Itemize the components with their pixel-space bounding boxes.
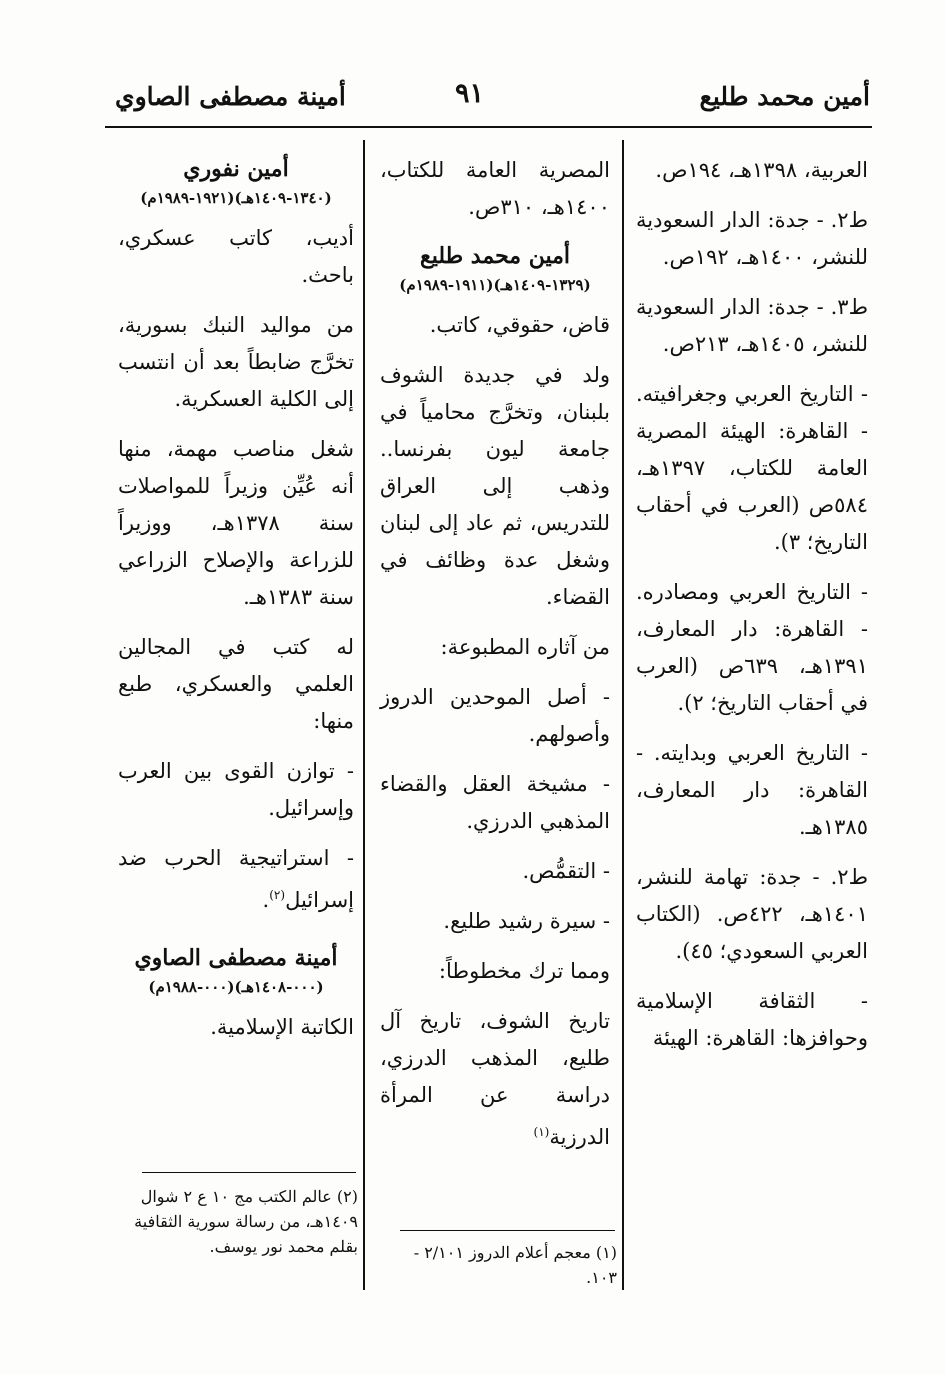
header-rule: [105, 126, 872, 128]
footnote-left: [122, 1184, 358, 1259]
entry-paragraph-text: تاريخ الشوف، تاريخ آل طليع، المذهب الدرزي، دراسة عن المرأة الدرزية: [380, 1009, 610, 1149]
entry-paragraph: من آثاره المطبوعة:: [440, 635, 610, 659]
column-divider-left: [363, 140, 365, 1290]
entry-paragraph: - التاريخ العربي وجغرافيته. - القاهرة: الهيئة المصرية العامة للكتاب، ١٣٩٧هـ، ٥٨٤ص (العرب في أحقاب التاريخ؛ ٣).: [636, 382, 868, 554]
entry-heading: أمينة مصطفى الصاوي: [134, 945, 338, 971]
footnote-marker: (٢): [269, 888, 286, 902]
entry-heading: أمين نفوري: [183, 156, 289, 182]
entry-paragraph: - الثقافة الإسلامية وحوافزها: القاهرة: الهيئة: [636, 989, 868, 1050]
footnote-rule: [142, 1172, 356, 1173]
running-header: [105, 78, 870, 122]
entry-paragraph-text: - استراتيجية الحرب ضد إسرائيل: [118, 846, 354, 912]
entry-dates: (١٣٤٠-١٤٠٩هـ)(١٩٢١-١٩٨٩م): [140, 189, 332, 207]
entry-paragraph: - أصل الموحدين الدروز وأصولهم.: [380, 685, 610, 746]
entry-paragraph: شغل مناصب مهمة، منها أنه عُيِّن وزيراً للمواصلات سنة ١٣٧٨هـ، ووزيراً للزراعة والإصلاح الزراعي سنة ١٣٨٣هـ.: [118, 437, 354, 609]
entry-paragraph: ولد في جديدة الشوف بلبنان، وتخرَّج محامياً في جامعة ليون بفرنسا.. وذهب إلى العراق للتدريس، ثم عاد إلى لبنان وشغل عدة وظائف في القضاء.: [380, 363, 610, 609]
entry-dates: (١٣٢٩-١٤٠٩هـ)(١٩١١-١٩٨٩م): [399, 276, 591, 294]
page-number: ٩١: [455, 78, 485, 109]
entry-paragraph: - مشيخة العقل والقضاء المذهبي الدرزي.: [380, 772, 610, 833]
entry-paragraph: قاض، حقوقي، كاتب.: [429, 313, 610, 337]
entry-paragraph: ط٢. - جدة: تهامة للنشر، ١٤٠١هـ، ٤٢٢ص. (الكتاب العربي السعودي؛ ٤٥).: [636, 865, 868, 963]
entry-paragraph: العربية، ١٣٩٨هـ، ١٩٤ص.: [655, 158, 868, 182]
footnote-middle: [385, 1240, 617, 1290]
column-left: [118, 152, 354, 1059]
entry-paragraph: - استراتيجية الحرب ضد إسرائيل$^{(٢)}$.: [118, 846, 354, 912]
column-middle: [380, 152, 610, 1169]
entry-paragraph: له كتب في المجالين العلمي والعسكري، طبع منها:: [118, 635, 354, 733]
footnote-marker: (١): [533, 1125, 550, 1139]
footnote-rule: [400, 1230, 615, 1231]
column-divider-right: [622, 140, 624, 1290]
entry-paragraph: [380, 1003, 610, 1156]
entry-dates: (٠٠٠-١٤٠٨هـ)(٠٠٠-١٩٨٨م): [148, 978, 324, 996]
entry-paragraph: أديب، كاتب عسكري، باحث.: [118, 226, 354, 287]
footnote-text: (٢) عالم الكتب مج ١٠ ع ٢ شوال ١٤٠٩هـ، من رسالة سورية الثقافية بقلم محمد نور يوسف.: [134, 1187, 358, 1256]
footnote-text: (١) معجم أعلام الدروز ٢/١٠١ - ١٠٣.: [413, 1243, 617, 1287]
entry-paragraph: ط٢. - جدة: الدار السعودية للنشر، ١٤٠٠هـ، ١٩٢ص.: [636, 208, 868, 269]
entry-paragraph: ط٣. - جدة: الدار السعودية للنشر، ١٤٠٥هـ، ٢١٣ص.: [636, 295, 868, 356]
entry-paragraph: - توازن القوى بين العرب وإسرائيل.: [118, 759, 354, 820]
entry-heading: أمين محمد طليع: [420, 243, 570, 269]
entry-paragraph: الكاتبة الإسلامية.: [210, 1015, 354, 1039]
entry-paragraph: - التاريخ العربي ومصادره. - القاهرة: دار المعارف، ١٣٩١هـ، ٦٣٩ص (العرب في أحقاب التاريخ؛ ٢).: [636, 580, 868, 715]
header-entry-name-left: أمينة مصطفى الصاوي: [115, 82, 346, 111]
entry-paragraph: - التقمُّص.: [522, 859, 610, 883]
entry-paragraph: ومما ترك مخطوطاً:: [438, 959, 610, 983]
header-entry-name-right: أمين محمد طليع: [699, 82, 870, 111]
entry-paragraph: المصرية العامة للكتاب، ١٤٠٠هـ، ٣١٠ص.: [380, 158, 610, 219]
column-right: [636, 152, 868, 1070]
entry-paragraph: من مواليد النبك بسورية، تخرَّج ضابطاً بعد أن انتسب إلى الكلية العسكرية.: [118, 313, 354, 411]
entry-paragraph: - سيرة رشيد طليع.: [443, 909, 610, 933]
entry-paragraph: - التاريخ العربي وبدايته. - القاهرة: دار المعارف، ١٣٨٥هـ.: [636, 741, 868, 839]
